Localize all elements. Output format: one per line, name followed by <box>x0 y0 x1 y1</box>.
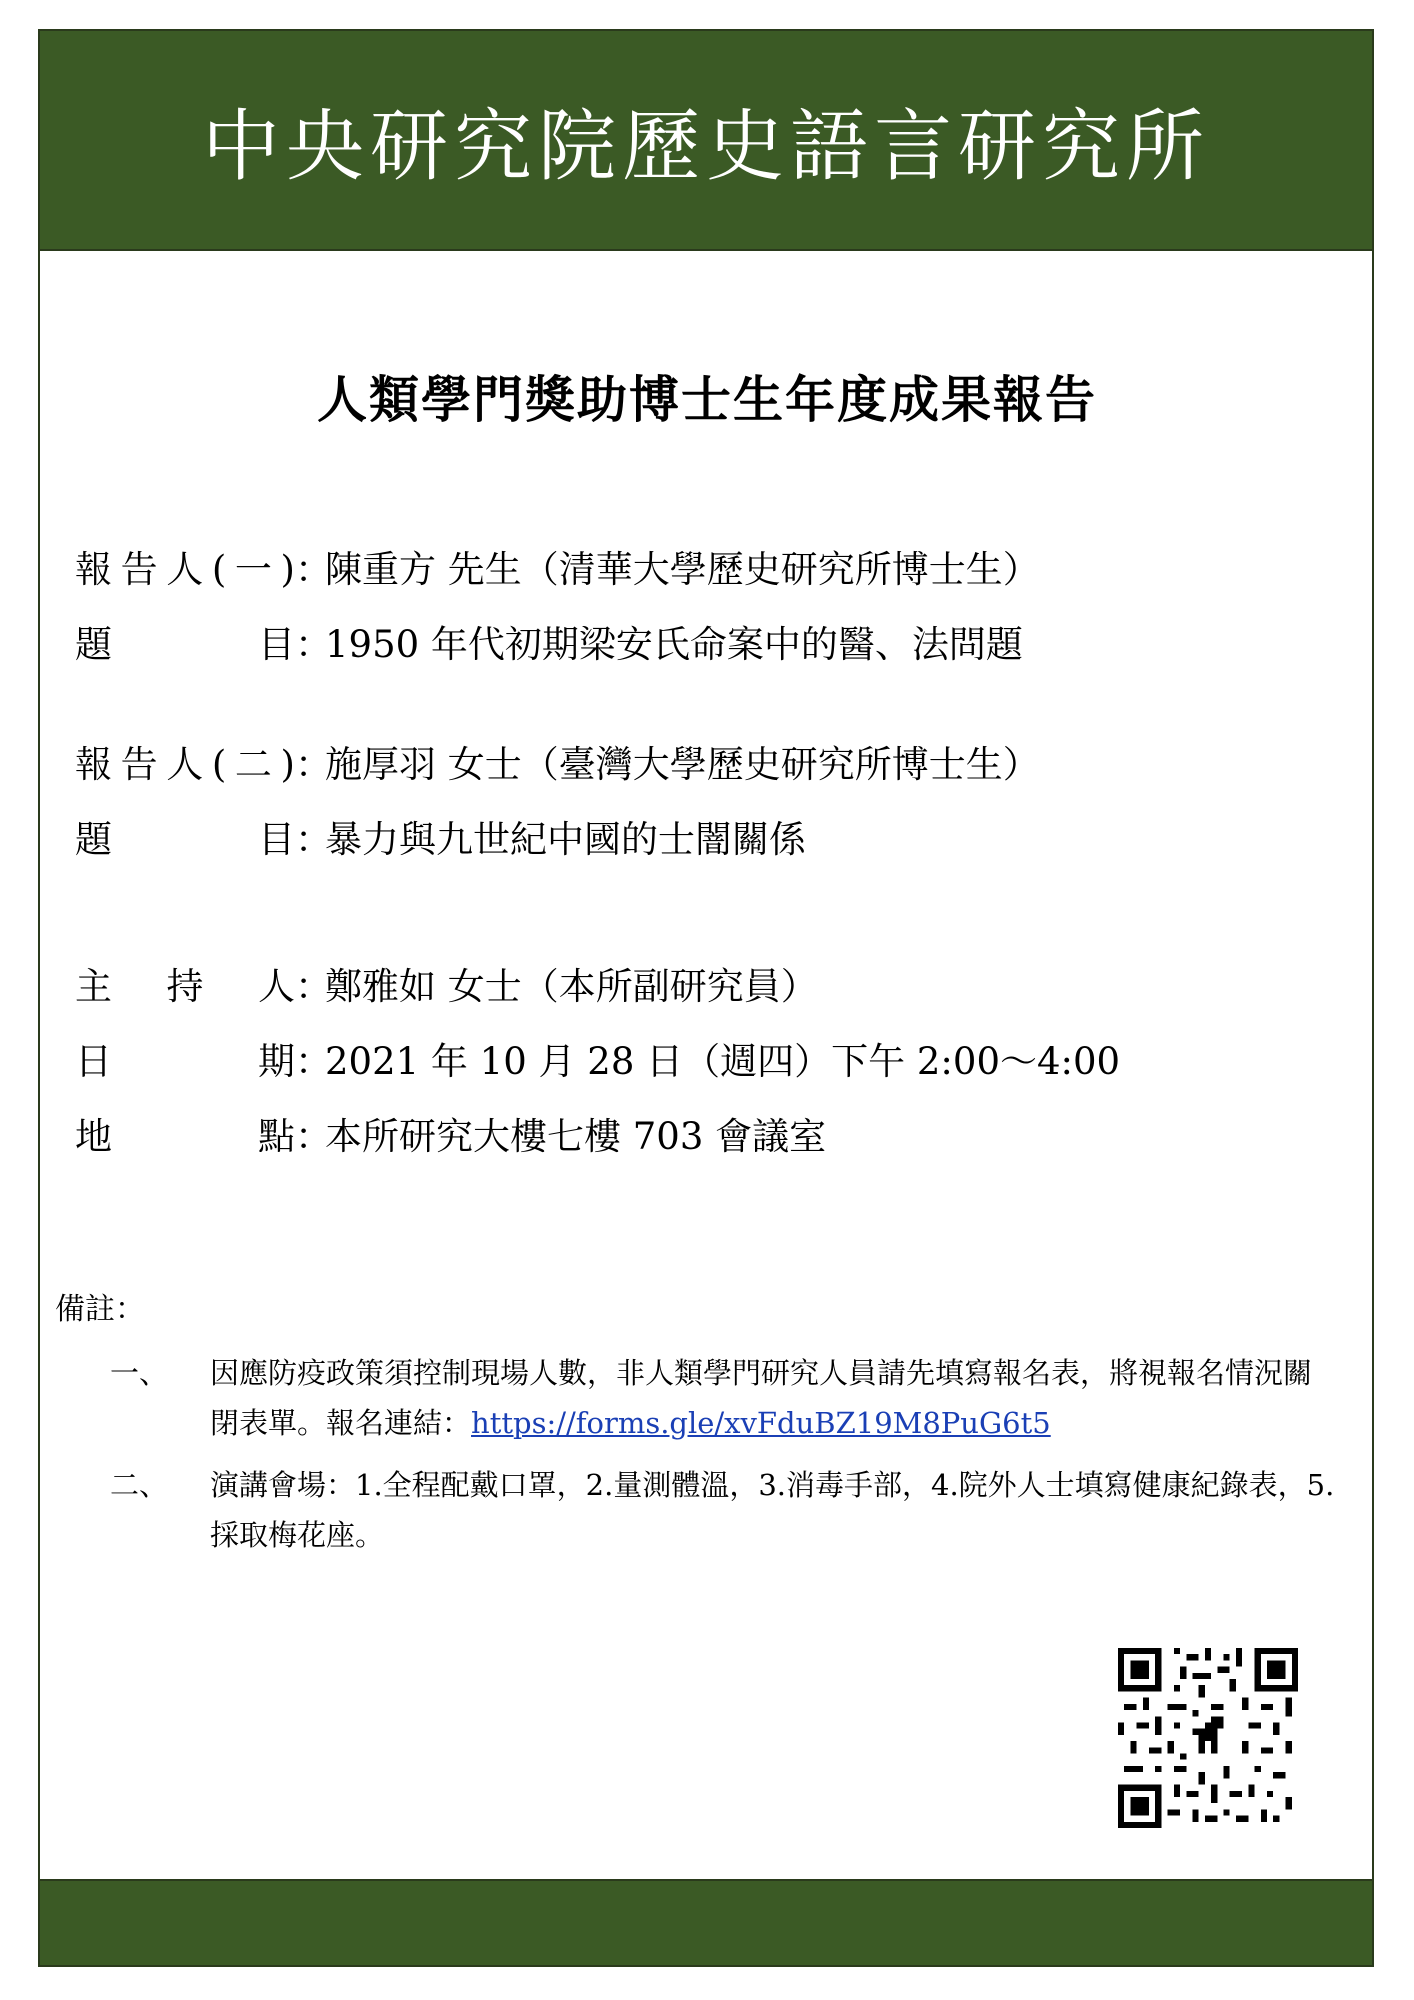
footer-banner <box>38 1879 1374 1967</box>
topic2-value: 暴力與九世紀中國的士闇關係 <box>325 818 806 861</box>
speaker2-value: 施厚羽 女士（臺灣大學歷史研究所博士生） <box>325 743 1040 786</box>
qr-code-icon[interactable] <box>1118 1648 1298 1828</box>
host-label: 主持人 <box>75 965 295 1008</box>
note-text-wrap <box>210 1348 1340 1448</box>
topic2-label: 題目 <box>75 818 295 861</box>
host-value: 鄭雅如 女士（本所副研究員） <box>325 965 818 1008</box>
notes-title: 備註： <box>55 1292 145 1327</box>
place-colon: ： <box>295 1115 332 1158</box>
date-value: 2021 年 10 月 28 日（週四）下午 2:00～4:00 <box>325 1040 1121 1083</box>
speaker1-row <box>75 545 1040 595</box>
date-row <box>75 1037 1120 1087</box>
speaker2-row <box>75 740 1040 790</box>
speaker1-colon: ： <box>295 548 332 591</box>
event-title: 人類學門獎助博士生年度成果報告 <box>317 371 1097 429</box>
institute-title: 中央研究院歷史語言研究所 <box>201 102 1210 192</box>
note-item-1 <box>110 1348 1360 1448</box>
speaker1-value: 陳重方 先生（清華大學歷史研究所博士生） <box>325 548 1040 591</box>
note-text: 演講會場：1.全程配戴口罩，2.量測體溫，3.消毒手部，4.院外人士填寫健康紀錄表，5.採取梅花座。 <box>210 1468 1335 1552</box>
speaker1-label: 報告人(一) <box>75 548 295 591</box>
host-colon: ： <box>295 965 332 1008</box>
registration-link[interactable]: https://forms.gle/xvFduBZ19M8PuG6t5 <box>471 1406 1051 1440</box>
place-row <box>75 1112 826 1162</box>
header-banner <box>38 29 1374 251</box>
topic1-row <box>75 620 1023 670</box>
topic1-label: 題目 <box>75 623 295 666</box>
topic2-colon: ： <box>295 818 332 861</box>
place-label: 地點 <box>75 1115 295 1158</box>
topic1-colon: ： <box>295 623 332 666</box>
topic2-row <box>75 815 806 865</box>
host-row <box>75 962 818 1012</box>
date-label: 日期 <box>75 1040 295 1083</box>
speaker2-label: 報告人(二) <box>75 743 295 786</box>
note-number: 二、 <box>110 1468 169 1502</box>
topic1-value: 1950 年代初期梁安氏命案中的醫、法問題 <box>325 623 1023 666</box>
note-number: 一、 <box>110 1356 169 1390</box>
place-value: 本所研究大樓七樓 703 會議室 <box>325 1115 827 1158</box>
note-text: 因應防疫政策須控制現場人數，非人類學門研究人員請先填寫報名表，將視報名情況關閉表單。報名連結： <box>210 1356 1313 1440</box>
note-item-2 <box>110 1460 1360 1560</box>
speaker2-colon: ： <box>295 743 332 786</box>
date-colon: ： <box>295 1040 332 1083</box>
